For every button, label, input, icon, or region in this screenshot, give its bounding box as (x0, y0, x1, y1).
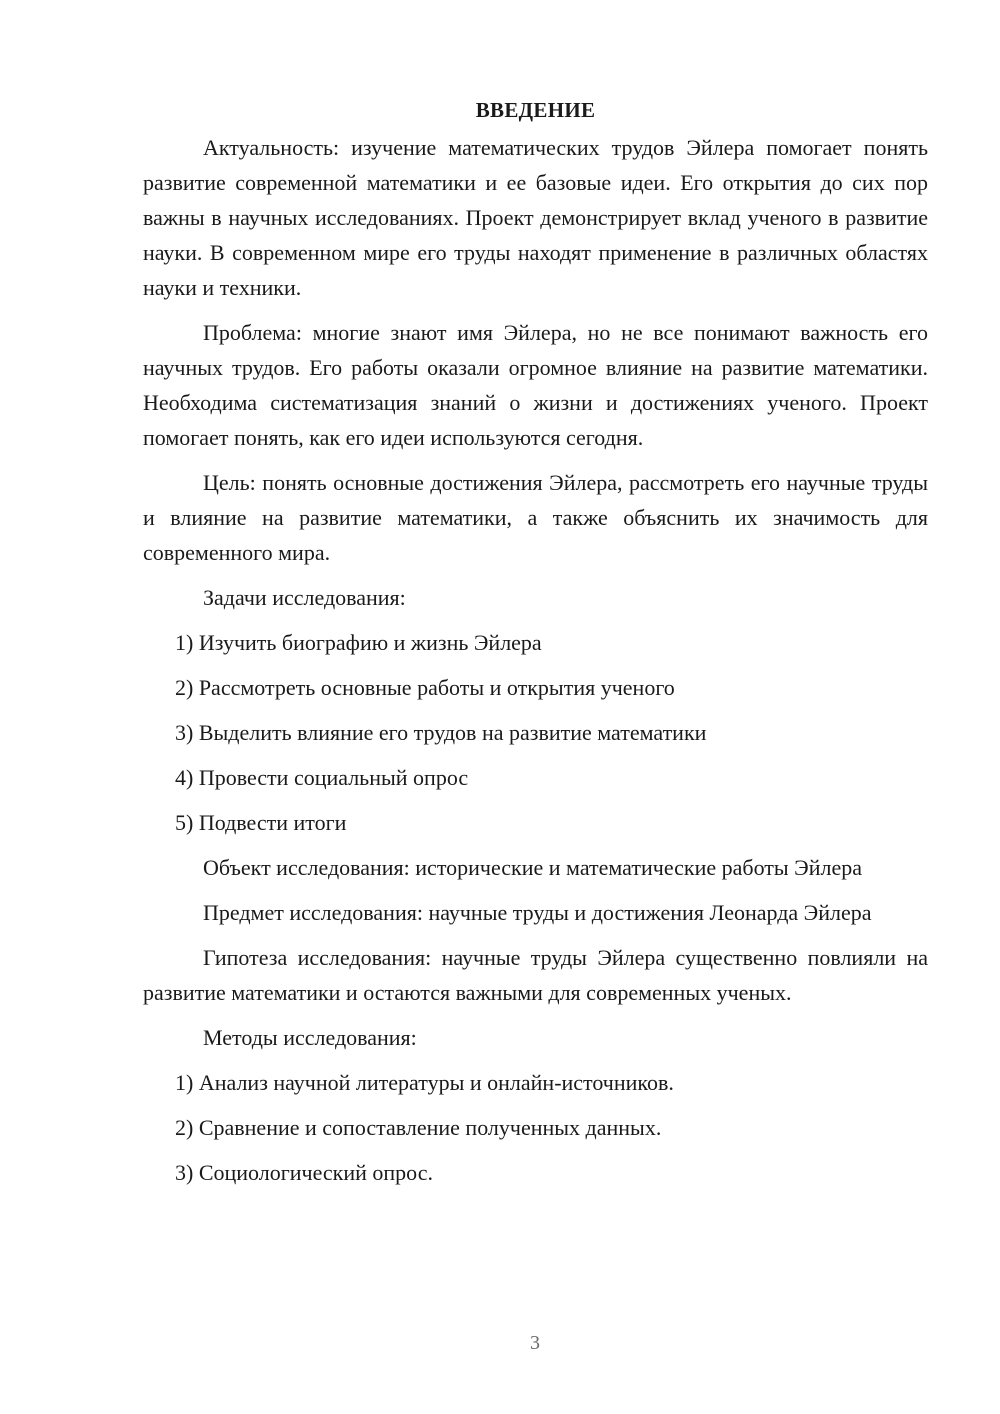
problem-paragraph: Проблема: многие знают имя Эйлера, но не все понимают важность его научных трудов. Его работы оказали огромное влияние на развитие математики. Необходима систематизация знаний о жизни и достижениях ученого. Проект помогает понять, как его идеи используются сегодня. (143, 320, 928, 450)
tasks-list (143, 625, 928, 840)
relevance-paragraph: Актуальность: изучение математических трудов Эйлера помогает понять развитие современной математики и ее базовые идеи. Его открытия до сих пор важны в научных исследованиях. Проект демонстрирует вклад ученого в развитие науки. В современном мире его труды находят применение в различных областях науки и техники. (143, 135, 928, 300)
list-item: 5) Подвести итоги (175, 810, 347, 835)
object-paragraph: Объект исследования: исторические и математические работы Эйлера (203, 855, 862, 880)
document-page (143, 92, 928, 1200)
goal-paragraph: Цель: понять основные достижения Эйлера, рассмотреть его научные труды и влияние на развитие математики, а также объяснить их значимость для современного мира. (143, 470, 928, 565)
list-item: 2) Сравнение и сопоставление полученных данных. (175, 1115, 662, 1140)
list-item: 1) Изучить биографию и жизнь Эйлера (175, 630, 542, 655)
subject-paragraph: Предмет исследования: научные труды и достижения Леонарда Эйлера (203, 900, 872, 925)
list-item: 1) Анализ научной литературы и онлайн-источников. (175, 1070, 674, 1095)
methods-heading: Методы исследования: (203, 1025, 417, 1050)
page-title: ВВЕДЕНИЕ (475, 98, 596, 122)
hypothesis-paragraph: Гипотеза исследования: научные труды Эйлера существенно повлияли на развитие математики и остаются важными для современных ученых. (143, 945, 928, 1005)
list-item: 3) Выделить влияние его трудов на развитие математики (175, 720, 707, 745)
page-number: 3 (530, 1332, 540, 1354)
list-item: 4) Провести социальный опрос (175, 765, 469, 790)
list-item: 2) Рассмотреть основные работы и открытия ученого (175, 675, 675, 700)
list-item: 3) Социологический опрос. (175, 1160, 433, 1185)
methods-list (143, 1065, 928, 1190)
tasks-heading: Задачи исследования: (203, 585, 406, 610)
